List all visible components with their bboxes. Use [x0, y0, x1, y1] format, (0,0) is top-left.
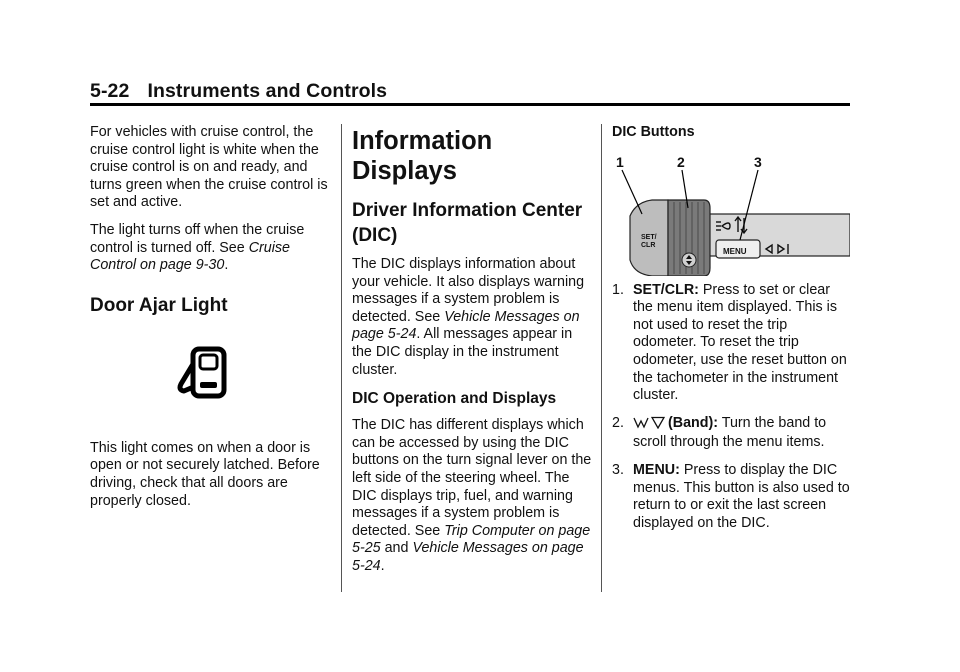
set-clr-label: SET/ CLR	[641, 233, 657, 249]
column-1	[90, 124, 330, 520]
trip-computer-link[interactable]: Trip Computer on page 5-25	[352, 522, 591, 557]
door-ajar-icon	[172, 344, 232, 404]
door-ajar-paragraph: This light comes on when a door is open or not securely latched. Before driving, check that all doors are properly closed.	[90, 439, 320, 509]
cruise-control-link[interactable]: Cruise Control on page 9-30	[90, 239, 291, 274]
column-divider-2	[601, 124, 602, 592]
list-item: 3. MENU: Press to display the DIC menus. This button is also used to return to or exit the last screen displayed on the DIC.	[612, 461, 850, 531]
door-ajar-figure	[90, 338, 330, 426]
dic-paragraph: The DIC displays information about your vehicle. It also displays warning messages if a system problem is detected. See Vehicle Messages on page 5-24. All messages appear in the DIC display in the instrument cluster.	[352, 256, 585, 378]
list-item: 1. SET/CLR: Press to set or clear the menu item displayed. This is not used to reset the trip odometer. To reset the trip odometer, use the reset button on the tachometer in the instrument cluster.	[612, 281, 847, 404]
band-down-icon	[651, 416, 665, 435]
page-number: 5-22	[90, 80, 130, 102]
dic-operation-heading: DIC Operation and Displays	[352, 390, 557, 408]
callout-1: 1	[616, 153, 624, 170]
dic-operation-paragraph: The DIC has different displays which can be accessed by using the DIC buttons on the turn signal lever on the left side of the steering wheel. The DIC displays trip, fuel, and warning messages if a system problem is detected. See Trip Computer on page 5-25 and Vehicle Messages on page 5-24.	[352, 417, 592, 574]
turnoff-paragraph: The light turns off when the cruise control is turned off. See Cruise Control on page 9-30.	[90, 221, 305, 274]
menu-button-label: MENU	[723, 246, 747, 256]
section-title: Instruments and Controls	[147, 80, 388, 102]
list-item: 2. (Band): Turn the band to scroll through the menu items.	[612, 414, 827, 451]
dic-button-list	[612, 282, 852, 533]
column-3	[612, 124, 852, 542]
dic-buttons-heading: DIC Buttons	[612, 124, 695, 140]
information-displays-heading: Information Displays	[352, 127, 493, 185]
callout-2: 2	[677, 153, 685, 170]
door-ajar-heading: Door Ajar Light	[90, 294, 228, 316]
band-up-icon	[633, 416, 649, 435]
column-divider-1	[341, 124, 342, 592]
vehicle-messages-link-2[interactable]: Vehicle Messages on page 5-24	[352, 540, 584, 574]
header-rule	[90, 103, 850, 106]
callout-3: 3	[754, 153, 762, 170]
dic-buttons-figure	[612, 153, 850, 276]
cruise-paragraph: For vehicles with cruise control, the cruise control light is white when the cruise control is on and ready, and turns green when the cruise control is set and active.	[90, 124, 328, 211]
vehicle-messages-link[interactable]: Vehicle Messages on page 5-24	[352, 308, 580, 343]
page-header	[90, 80, 387, 103]
dic-heading: Driver Information Center (DIC)	[352, 200, 583, 246]
column-2	[352, 124, 592, 586]
